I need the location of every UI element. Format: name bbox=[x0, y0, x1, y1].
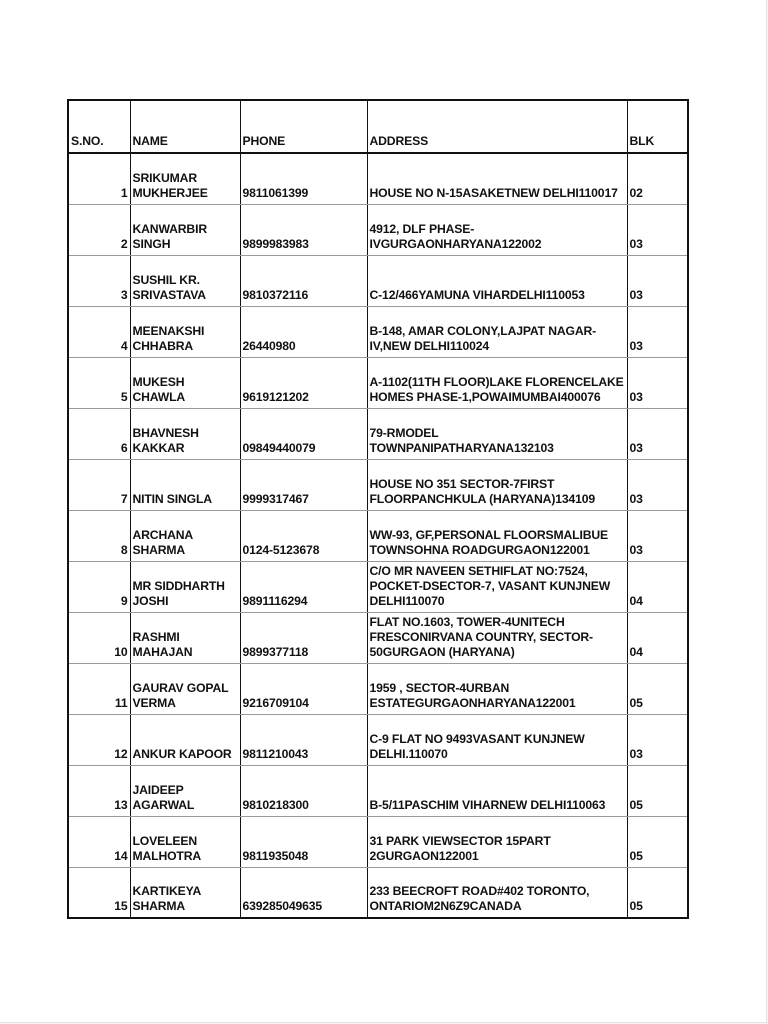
table-row bbox=[68, 204, 688, 255]
table-row bbox=[68, 306, 688, 357]
table-row bbox=[68, 357, 688, 408]
cell-sno: 3 bbox=[68, 255, 130, 306]
cell-sno: 11 bbox=[68, 663, 130, 714]
cell-name: GAURAV GOPAL VERMA bbox=[130, 663, 240, 714]
cell-phone: 9619121202 bbox=[240, 357, 367, 408]
table-row bbox=[68, 408, 688, 459]
cell-name: SUSHIL KR. SRIVASTAVA bbox=[130, 255, 240, 306]
cell-blk: 05 bbox=[627, 765, 688, 816]
table-row bbox=[68, 153, 688, 204]
cell-name: ARCHANA SHARMA bbox=[130, 510, 240, 561]
cell-blk: 03 bbox=[627, 714, 688, 765]
cell-sno: 1 bbox=[68, 153, 130, 204]
cell-phone: 9216709104 bbox=[240, 663, 367, 714]
cell-sno: 6 bbox=[68, 408, 130, 459]
cell-address: B-5/11PASCHIM VIHARNEW DELHI110063 bbox=[367, 765, 627, 816]
cell-address: 4912, DLF PHASE-IVGURGAONHARYANA122002 bbox=[367, 204, 627, 255]
cell-blk: 02 bbox=[627, 153, 688, 204]
cell-phone: 9810372116 bbox=[240, 255, 367, 306]
cell-blk: 05 bbox=[627, 816, 688, 867]
table-row bbox=[68, 612, 688, 663]
table-row bbox=[68, 255, 688, 306]
cell-phone: 9811210043 bbox=[240, 714, 367, 765]
cell-sno: 8 bbox=[68, 510, 130, 561]
cell-address: HOUSE NO N-15ASAKETNEW DELHI110017 bbox=[367, 153, 627, 204]
cell-name: MUKESH CHAWLA bbox=[130, 357, 240, 408]
table-body bbox=[68, 153, 688, 918]
cell-name: KARTIKEYA SHARMA bbox=[130, 867, 240, 918]
cell-sno: 10 bbox=[68, 612, 130, 663]
cell-address: C-12/466YAMUNA VIHARDELHI110053 bbox=[367, 255, 627, 306]
cell-address: 1959 , SECTOR-4URBAN ESTATEGURGAONHARYANA122001 bbox=[367, 663, 627, 714]
table-row bbox=[68, 561, 688, 612]
cell-blk: 05 bbox=[627, 867, 688, 918]
cell-blk: 04 bbox=[627, 612, 688, 663]
cell-phone: 0124-5123678 bbox=[240, 510, 367, 561]
cell-sno: 7 bbox=[68, 459, 130, 510]
table-header-row bbox=[68, 100, 688, 153]
cell-blk: 04 bbox=[627, 561, 688, 612]
cell-sno: 14 bbox=[68, 816, 130, 867]
header-address: ADDRESS bbox=[367, 100, 627, 153]
cell-phone: 9999317467 bbox=[240, 459, 367, 510]
cell-address: 233 BEECROFT ROAD#402 TORONTO, ONTARIOM2N6Z9CANADA bbox=[367, 867, 627, 918]
table-row bbox=[68, 714, 688, 765]
table-row bbox=[68, 459, 688, 510]
cell-blk: 03 bbox=[627, 510, 688, 561]
cell-address: C/O MR NAVEEN SETHIFLAT NO:7524, POCKET-DSECTOR-7, VASANT KUNJNEW DELHI110070 bbox=[367, 561, 627, 612]
cell-address: C-9 FLAT NO 9493VASANT KUNJNEW DELHI.110070 bbox=[367, 714, 627, 765]
cell-name: BHAVNESH KAKKAR bbox=[130, 408, 240, 459]
cell-sno: 13 bbox=[68, 765, 130, 816]
cell-phone: 9891116294 bbox=[240, 561, 367, 612]
cell-sno: 9 bbox=[68, 561, 130, 612]
cell-phone: 26440980 bbox=[240, 306, 367, 357]
cell-name: KANWARBIR SINGH bbox=[130, 204, 240, 255]
cell-blk: 03 bbox=[627, 408, 688, 459]
cell-name: LOVELEEN MALHOTRA bbox=[130, 816, 240, 867]
table-row bbox=[68, 663, 688, 714]
cell-address: WW-93, GF,PERSONAL FLOORSMALIBUE TOWNSOHNA ROADGURGAON122001 bbox=[367, 510, 627, 561]
table-row bbox=[68, 510, 688, 561]
cell-name: MR SIDDHARTH JOSHI bbox=[130, 561, 240, 612]
table-row bbox=[68, 867, 688, 918]
cell-phone: 9899983983 bbox=[240, 204, 367, 255]
cell-blk: 03 bbox=[627, 357, 688, 408]
cell-address: HOUSE NO 351 SECTOR-7FIRST FLOORPANCHKULA (HARYANA)134109 bbox=[367, 459, 627, 510]
cell-phone: 09849440079 bbox=[240, 408, 367, 459]
cell-sno: 15 bbox=[68, 867, 130, 918]
cell-address: 79-RMODEL TOWNPANIPATHARYANA132103 bbox=[367, 408, 627, 459]
cell-name: JAIDEEP AGARWAL bbox=[130, 765, 240, 816]
cell-phone: 9899377118 bbox=[240, 612, 367, 663]
header-phone: PHONE bbox=[240, 100, 367, 153]
cell-address: A-1102(11TH FLOOR)LAKE FLORENCELAKE HOMES PHASE-1,POWAIMUMBAI400076 bbox=[367, 357, 627, 408]
cell-phone: 9810218300 bbox=[240, 765, 367, 816]
table-row bbox=[68, 765, 688, 816]
cell-phone: 639285049635 bbox=[240, 867, 367, 918]
header-blk: BLK bbox=[627, 100, 688, 153]
cell-address: 31 PARK VIEWSECTOR 15PART 2GURGAON122001 bbox=[367, 816, 627, 867]
cell-sno: 12 bbox=[68, 714, 130, 765]
table-row bbox=[68, 816, 688, 867]
cell-blk: 03 bbox=[627, 255, 688, 306]
cell-phone: 9811935048 bbox=[240, 816, 367, 867]
cell-address: FLAT NO.1603, TOWER-4UNITECH FRESCONIRVANA COUNTRY, SECTOR-50GURGAON (HARYANA) bbox=[367, 612, 627, 663]
header-name: NAME bbox=[130, 100, 240, 153]
cell-sno: 4 bbox=[68, 306, 130, 357]
cell-address: B-148, AMAR COLONY,LAJPAT NAGAR-IV,NEW DELHI110024 bbox=[367, 306, 627, 357]
cell-sno: 5 bbox=[68, 357, 130, 408]
cell-blk: 05 bbox=[627, 663, 688, 714]
cell-name: SRIKUMAR MUKHERJEE bbox=[130, 153, 240, 204]
cell-name: NITIN SINGLA bbox=[130, 459, 240, 510]
cell-blk: 03 bbox=[627, 306, 688, 357]
cell-phone: 9811061399 bbox=[240, 153, 367, 204]
cell-name: RASHMI MAHAJAN bbox=[130, 612, 240, 663]
cell-blk: 03 bbox=[627, 459, 688, 510]
cell-sno: 2 bbox=[68, 204, 130, 255]
cell-name: MEENAKSHI CHHABRA bbox=[130, 306, 240, 357]
header-sno: S.NO. bbox=[68, 100, 130, 153]
cell-name: ANKUR KAPOOR bbox=[130, 714, 240, 765]
cell-blk: 03 bbox=[627, 204, 688, 255]
member-table bbox=[67, 99, 689, 919]
